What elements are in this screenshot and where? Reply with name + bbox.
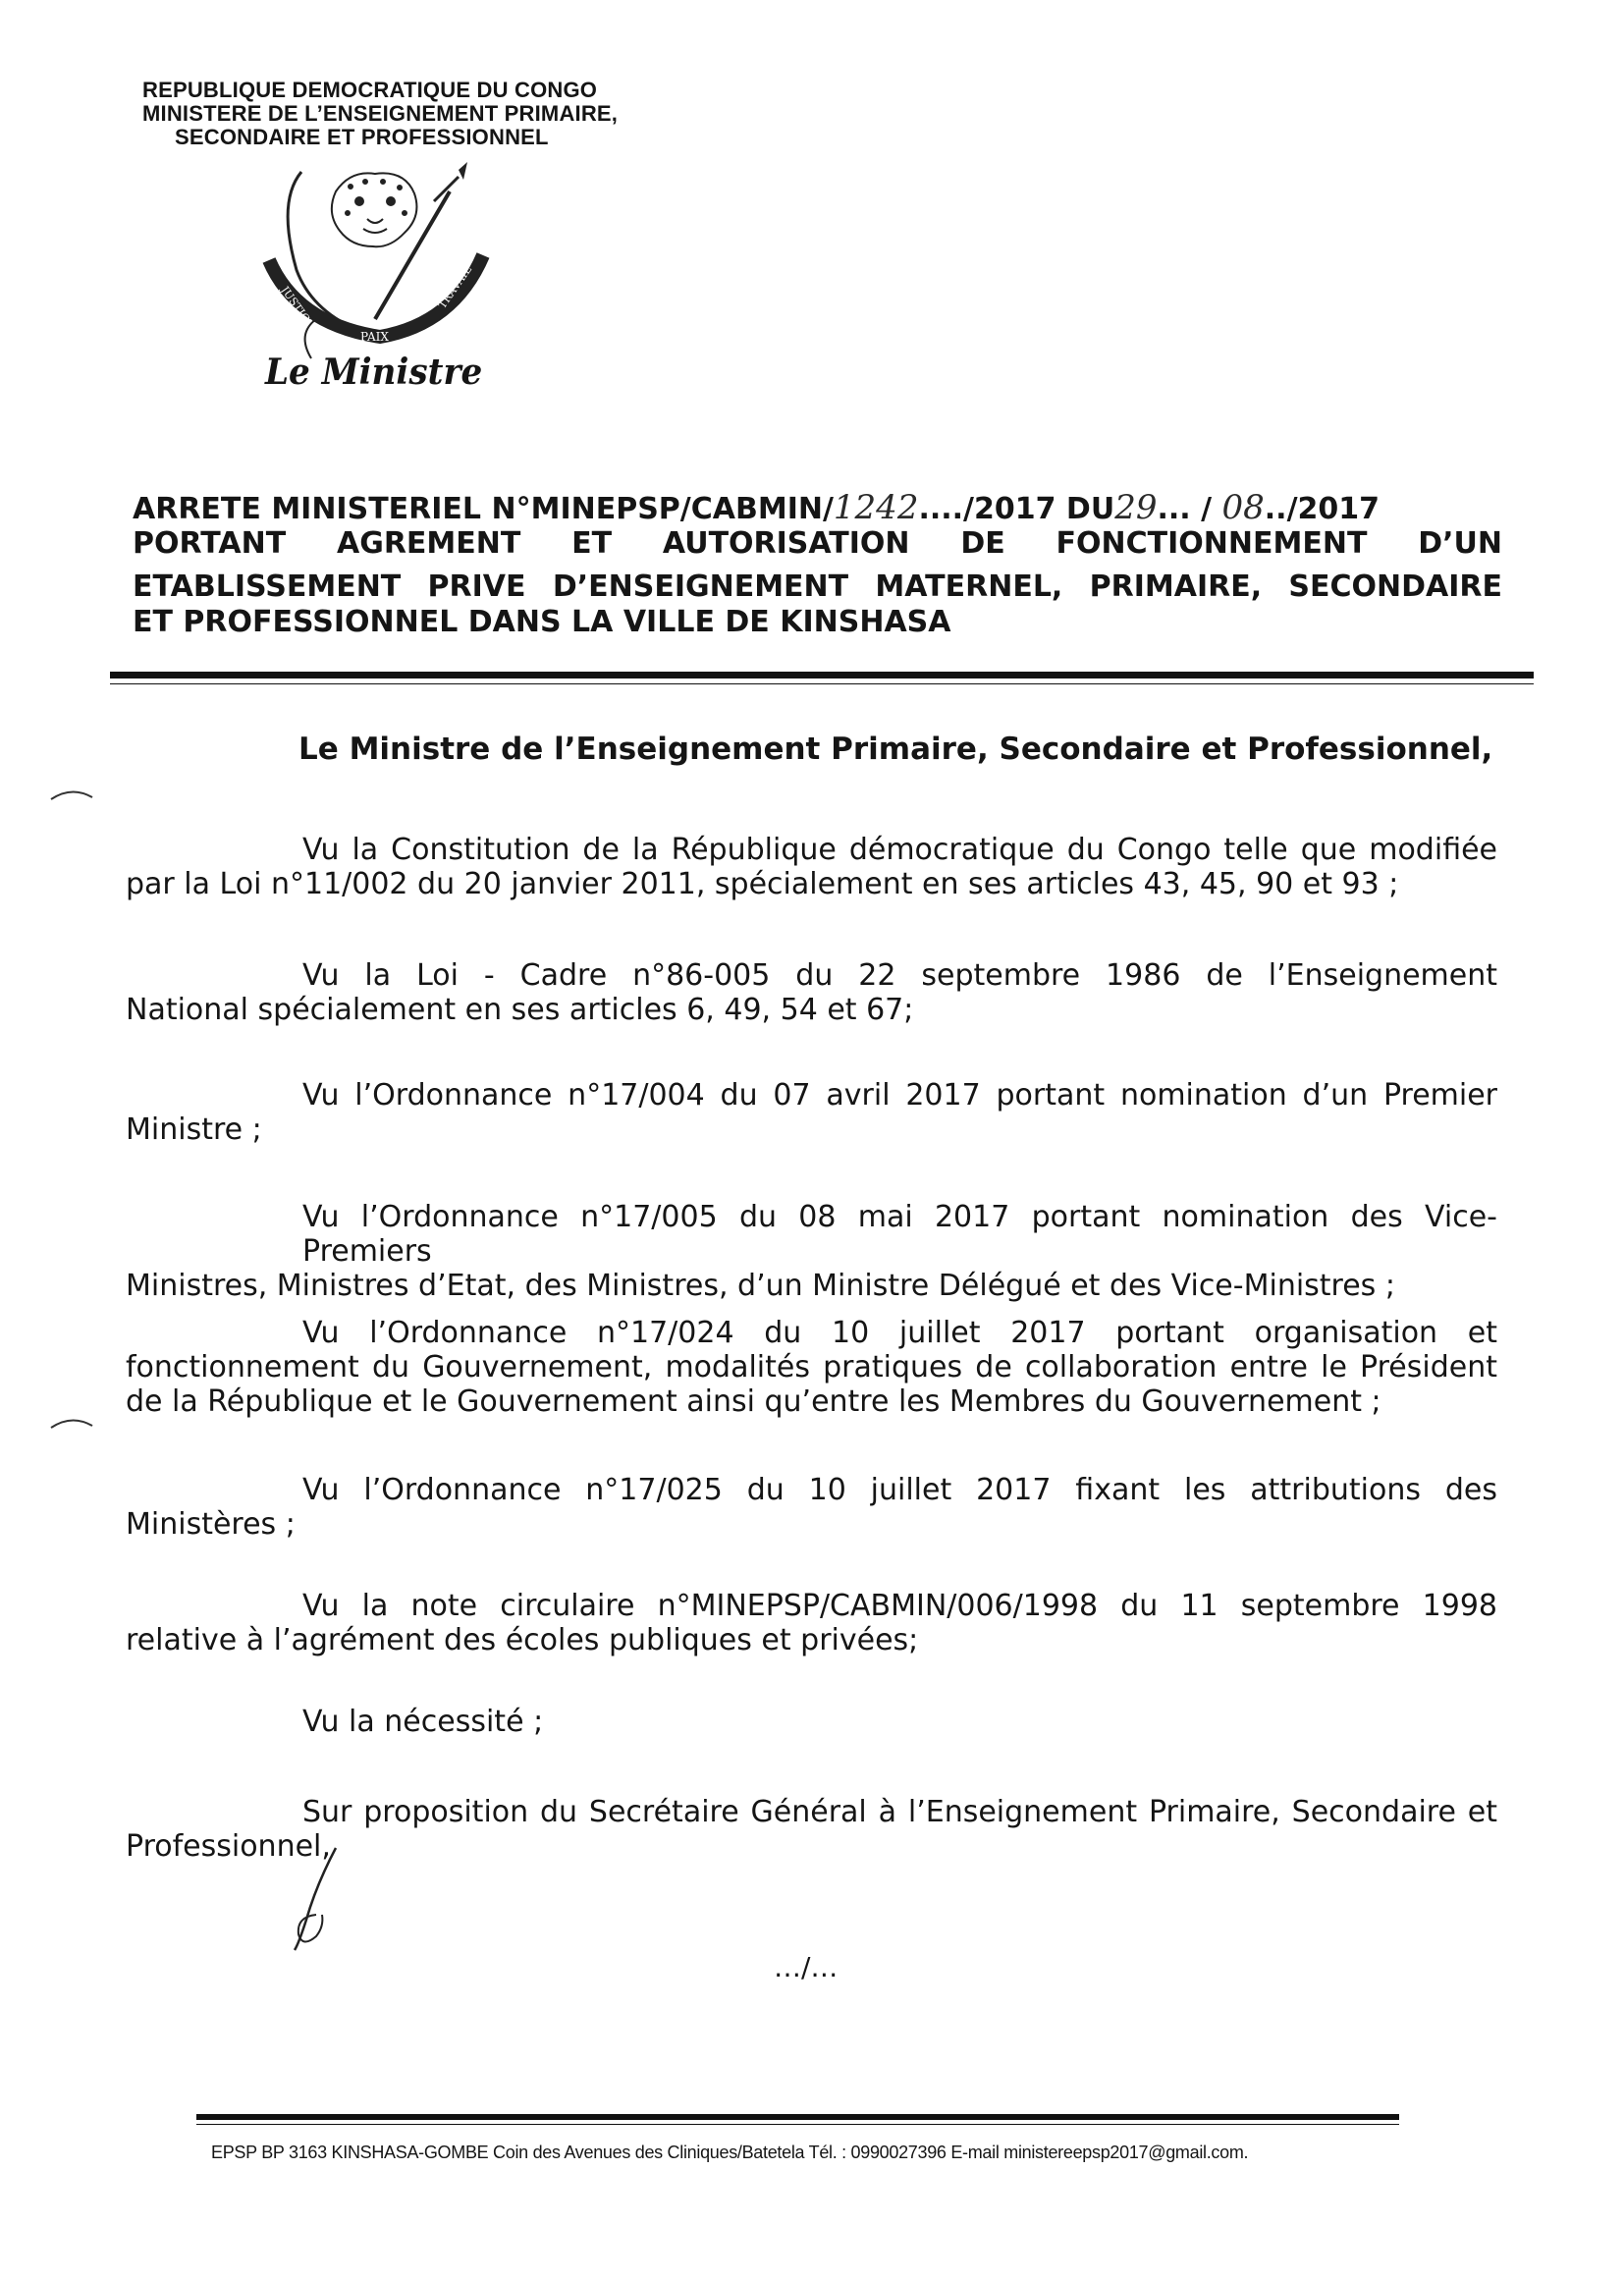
header-ministry-cont: SECONDAIRE ET PROFESSIONNEL xyxy=(175,125,549,149)
paragraph-necessite xyxy=(126,1705,1497,1739)
paragraph-line: Vu l’Ordonnance n°17/004 du 07 avril 2017 portant nomination d’un Premier xyxy=(302,1078,1497,1112)
paragraph-ordonnance-004 xyxy=(126,1078,1497,1147)
decree-prefix: ARRETE MINISTERIEL N°MINEPSP/CABMIN/ xyxy=(133,492,834,526)
title-divider xyxy=(110,672,1534,678)
paragraph-line: Vu l’Ordonnance n°17/005 du 08 mai 2017 portant nomination des Vice-Premiers xyxy=(302,1200,1497,1269)
header-ministry: MINISTERE DE L’ENSEIGNEMENT PRIMAIRE, xyxy=(142,101,619,126)
minister-heading: Le Ministre de l’Enseignement Primaire, Secondaire et Professionnel, xyxy=(298,732,1493,767)
decree-mid: ..../2017 DU xyxy=(918,492,1115,526)
coat-of-arms-leopard-icon xyxy=(257,162,503,373)
paragraph-line: Ministres, Ministres d’Etat, des Ministres, d’un Ministre Délégué et des Vice-Ministres ; xyxy=(126,1269,1395,1303)
paragraph-line: Vu la Constitution de la République démocratique du Congo telle que modifiée xyxy=(302,833,1497,867)
paragraph-note-circulaire xyxy=(126,1589,1497,1657)
title-divider-thin xyxy=(110,683,1534,684)
paragraph-ordonnance-025 xyxy=(126,1473,1497,1542)
paragraph-line: Vu la note circulaire n°MINEPSP/CABMIN/006/1998 du 11 septembre 1998 xyxy=(302,1589,1497,1623)
paragraph-line: Ministre ; xyxy=(126,1112,262,1147)
paragraph-line: Vu l’Ordonnance n°17/024 du 10 juillet 2017 portant organisation et xyxy=(302,1316,1497,1350)
svg-text:TRAVAIL: TRAVAIL xyxy=(435,263,475,311)
handwritten-month: 08 xyxy=(1221,488,1265,527)
paragraph-line: relative à l’agrément des écoles publiques et privées; xyxy=(126,1623,919,1657)
footer-address: EPSP BP 3163 KINSHASA-GOMBE Coin des Avenues des Cliniques/Batetela Tél. : 0990027396 E-mail ministereepsp2017@gmail.com. xyxy=(211,2143,1249,2162)
paragraph-loi-cadre xyxy=(126,958,1497,1027)
paragraph-line: National spécialement en ses articles 6, 49, 54 et 67; xyxy=(126,993,914,1027)
svg-text:PAIX: PAIX xyxy=(360,330,389,344)
footer-divider xyxy=(196,2114,1399,2120)
paragraph-line: de la République et le Gouvernement ainsi qu’entre les Membres du Gouvernement ; xyxy=(126,1384,1381,1419)
footer-divider-thin xyxy=(196,2124,1399,2125)
margin-mark xyxy=(47,1414,96,1434)
paragraph-line: Professionnel, xyxy=(126,1829,331,1864)
minister-label: Le Ministre xyxy=(265,352,483,393)
decree-title-line3: ETABLISSEMENT PRIVE D’ENSEIGNEMENT MATERNEL, PRIMAIRE, SECONDAIRE xyxy=(133,570,1502,604)
paragraph-line: Vu la Loi - Cadre n°86-005 du 22 septembre 1986 de l’Enseignement xyxy=(302,958,1497,993)
paragraph-ordonnance-024 xyxy=(126,1316,1497,1419)
paragraph-constitution xyxy=(126,833,1497,901)
decree-title-line4: ET PROFESSIONNEL DANS LA VILLE DE KINSHASA xyxy=(133,605,951,639)
paragraph-line: fonctionnement du Gouvernement, modalités pratiques de collaboration entre le Président xyxy=(126,1350,1497,1384)
decree-title-line2: PORTANT AGREMENT ET AUTORISATION DE FONCTIONNEMENT D’UN xyxy=(133,526,1502,561)
handwritten-initials-icon xyxy=(287,1846,346,1954)
svg-text:JUSTICE: JUSTICE xyxy=(278,284,317,332)
paragraph-line: Ministères ; xyxy=(126,1507,296,1542)
paragraph-line: Vu la nécessité ; xyxy=(302,1705,544,1739)
paragraph-line: Vu l’Ordonnance n°17/025 du 10 juillet 2017 fixant les attributions des xyxy=(302,1473,1497,1507)
decree-sep: ... / xyxy=(1157,492,1222,526)
decree-suffix: ../2017 xyxy=(1264,492,1380,526)
paragraph-line: par la Loi n°11/002 du 20 janvier 2011, spécialement en ses articles 43, 45, 90 et 93 ; xyxy=(126,867,1399,901)
page-continuation: …/… xyxy=(774,1951,839,1983)
paragraph-line: Sur proposition du Secrétaire Général à l’Enseignement Primaire, Secondaire et xyxy=(302,1795,1497,1829)
header-republic: REPUBLIQUE DEMOCRATIQUE DU CONGO xyxy=(142,78,598,102)
handwritten-decree-number: 1242 xyxy=(833,488,919,527)
paragraph-ordonnance-005 xyxy=(126,1200,1497,1303)
handwritten-day: 29 xyxy=(1114,488,1158,527)
decree-title-line1 xyxy=(133,488,1502,527)
margin-mark xyxy=(47,786,96,805)
